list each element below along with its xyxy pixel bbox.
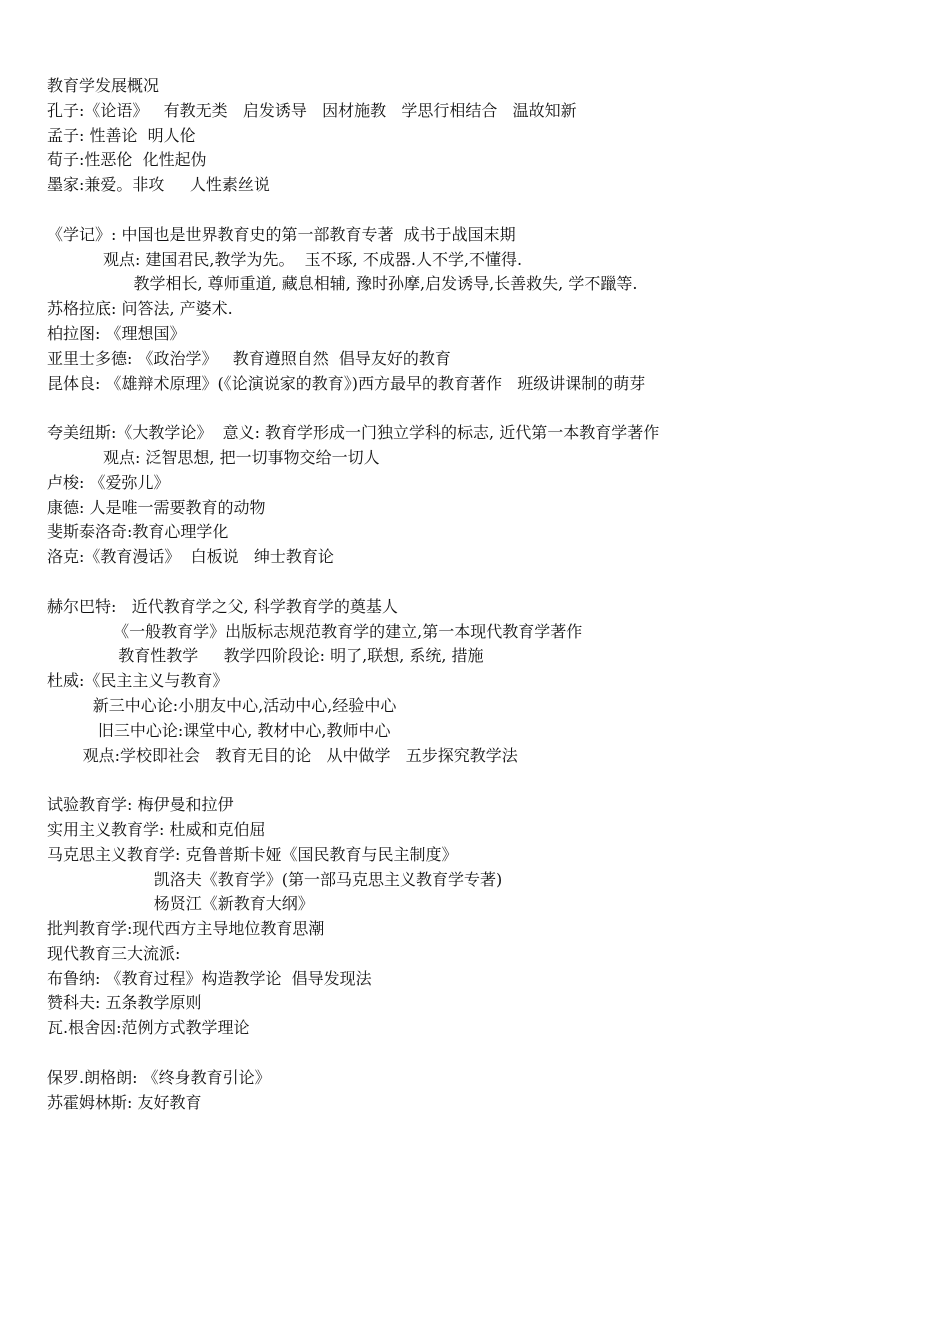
text-line: 赫尔巴特: 近代教育学之父, 科学教育学的奠基人	[47, 596, 398, 616]
text-line: 《学记》: 中国也是世界教育史的第一部教育专著 成书于战国末期	[47, 224, 516, 244]
text-line: 孟子: 性善论 明人伦	[47, 125, 196, 145]
text-line: 苏格拉底: 问答法, 产婆术.	[47, 299, 233, 319]
text-line: 墨家:兼爱。非攻 人性素丝说	[47, 175, 270, 195]
text-line: 教育性教学 教学四阶段论: 明了,联想, 系统, 措施	[47, 646, 484, 666]
blank-line	[47, 768, 907, 793]
blank-line	[47, 1041, 907, 1066]
text-line: 亚里士多德: 《政治学》 教育遵照自然 倡导友好的教育	[47, 348, 451, 368]
text-line: 杨贤江《新教育大纲》	[47, 894, 314, 914]
text-line: 保罗.朗格朗: 《终身教育引论》	[47, 1067, 271, 1087]
blank-line	[47, 198, 907, 223]
text-line: 观点: 泛智思想, 把一切事物交给一切人	[47, 447, 380, 467]
text-line: 观点: 建国君民,教学为先。 玉不琢, 不成器.人不学,不懂得.	[47, 249, 523, 269]
blank-line	[47, 570, 907, 595]
text-line: 马克思主义教育学: 克鲁普斯卡娅《国民教育与民主制度》	[47, 844, 458, 864]
text-line: 杜威:《民主主义与教育》	[47, 671, 229, 691]
text-line: 新三中心论:小朋友中心,活动中心,经验中心	[47, 695, 397, 715]
text-line: 苏霍姆林斯: 友好教育	[47, 1092, 202, 1112]
text-line: 夸美纽斯:《大教学论》 意义: 教育学形成一门独立学科的标志, 近代第一本教育学著作	[47, 423, 660, 443]
text-line: 现代教育三大流派:	[47, 943, 181, 963]
text-line: 瓦.根舍因:范例方式教学理论	[47, 1018, 250, 1038]
text-line: 洛克:《教育漫话》 白板说 绅士教育论	[47, 547, 334, 567]
text-line: 卢梭: 《爱弥儿》	[47, 472, 170, 492]
text-line: 孔子:《论语》 有教无类 启发诱导 因材施教 学思行相结合 温故知新	[47, 100, 577, 120]
text-line: 批判教育学:现代西方主导地位教育思潮	[47, 919, 325, 939]
text-line: 试验教育学: 梅伊曼和拉伊	[47, 795, 234, 815]
text-line: 昆体良: 《雄辩术原理》(《论演说家的教育》)西方最早的教育著作 班级讲课制的萌芽	[47, 373, 646, 393]
text-line: 教育学发展概况	[47, 76, 160, 95]
text-line: 荀子:性恶伦 化性起伪	[47, 150, 207, 170]
text-line: 斐斯泰洛奇:教育心理学化	[47, 522, 229, 542]
document-body	[47, 74, 907, 1115]
text-line: 柏拉图: 《理想国》	[47, 323, 186, 343]
text-line: 旧三中心论:课堂中心, 教材中心,教师中心	[47, 720, 391, 740]
text-line: 观点:学校即社会 教育无目的论 从中做学 五步探究教学法	[47, 745, 518, 765]
text-line: 赞科夫: 五条教学原则	[47, 993, 202, 1013]
text-line: 《一般教育学》出版标志规范教育学的建立,第一本现代教育学著作	[47, 621, 583, 641]
text-line: 凯洛夫《教育学》(第一部马克思主义教育学专著)	[47, 869, 503, 889]
text-line: 康德: 人是唯一需要教育的动物	[47, 497, 266, 517]
blank-line	[47, 396, 907, 421]
text-line: 布鲁纳: 《教育过程》构造教学论 倡导发现法	[47, 968, 372, 988]
text-line: 实用主义教育学: 杜威和克伯屈	[47, 819, 266, 839]
text-line: 教学相长, 尊师重道, 藏息相辅, 豫时孙摩,启发诱导,长善救失, 学不躐等.	[47, 274, 638, 294]
